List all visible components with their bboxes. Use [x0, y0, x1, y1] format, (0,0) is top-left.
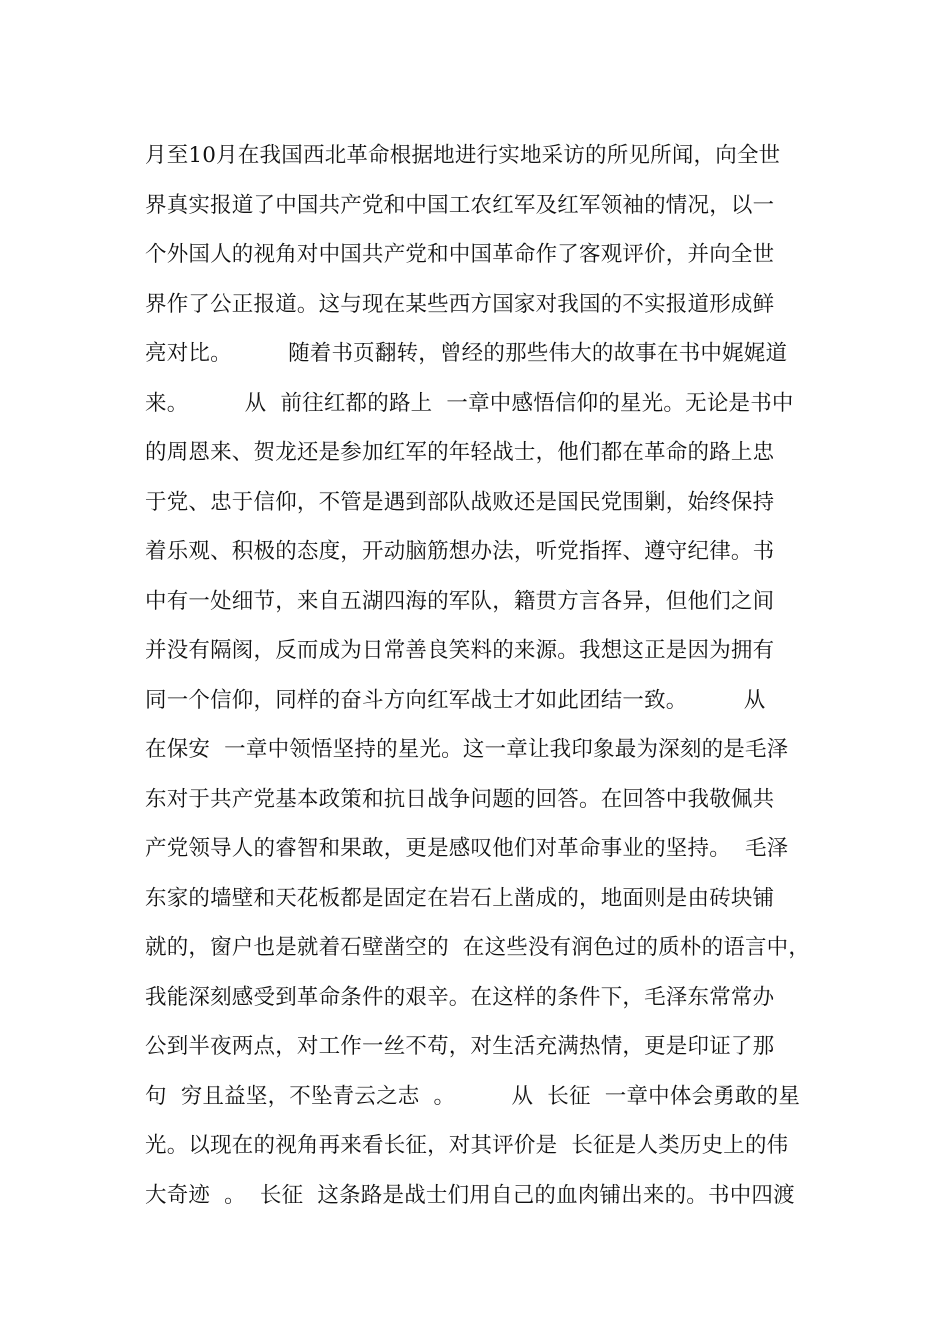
- text-line: 就的，窗户也是就着石壁凿空的 在这些没有润色过的质朴的语言中，: [145, 935, 811, 960]
- text-line: 东对于共产党基本政策和抗日战争问题的回答。在回答中我敬佩共: [145, 786, 775, 812]
- text-line: 产党领导人的睿智和果敢，更是感叹他们对革命事业的坚持。 毛泽: [145, 836, 789, 861]
- text-line: 句 穷且益坚，不坠青云之志 。 从 长征 一章中体会勇敢的星: [145, 1083, 801, 1109]
- text-line: 着乐观、积极的态度，开动脑筋想办法，听党指挥、遵守纪律。书: [145, 539, 775, 564]
- text-line: 同一个信仰，同样的奋斗方向红军战士才如此团结一致。 从: [145, 687, 766, 713]
- text-line: 于党、忠于信仰，不管是遇到部队战败还是国民党围剿，始终保持: [145, 489, 775, 515]
- body-text: [145, 131, 825, 1220]
- text-line: 光。以现在的视角再来看长征，对其评价是 长征是人类历史上的伟: [145, 1133, 789, 1158]
- text-line: 界作了公正报道。这与现在某些西方国家对我国的不实报道形成鲜: [145, 291, 775, 317]
- text-line: 并没有隔阂，反而成为日常善良笑料的来源。我想这正是因为拥有: [145, 638, 775, 663]
- text-line: 月至10月在我国西北革命根据地进行实地采访的所见所闻，向全世: [145, 143, 781, 168]
- text-line: 界真实报道了中国共产党和中国工农红军及红军领袖的情况，以一: [145, 192, 775, 218]
- text-line: 个外国人的视角对中国共产党和中国革命作了客观评价，并向全世: [145, 242, 775, 267]
- text-line: 来。 从 前往红都的路上 一章中感悟信仰的星光。无论是书中: [145, 390, 794, 416]
- text-line: 在保安 一章中领悟坚持的星光。这一章让我印象最为深刻的是毛泽: [145, 737, 789, 762]
- text-line: 亮对比。 随着书页翻转，曾经的那些伟大的故事在书中娓娓道: [145, 341, 788, 366]
- text-line: 大奇迹 。 长征 这条路是战士们用自己的血肉铺出来的。书中四渡: [145, 1182, 795, 1208]
- text-line: 东家的墙壁和天花板都是固定在岩石上凿成的，地面则是由砖块铺: [145, 885, 775, 911]
- text-line: 公到半夜两点，对工作一丝不苟，对生活充满热情，更是印证了那: [145, 1034, 775, 1059]
- text-line: 中有一处细节，来自五湖四海的军队，籍贯方言各异，但他们之间: [145, 588, 775, 614]
- text-line: 我能深刻感受到革命条件的艰辛。在这样的条件下，毛泽东常常办: [145, 984, 775, 1010]
- text-line: 的周恩来、贺龙还是参加红军的年轻战士，他们都在革命的路上忠: [145, 440, 775, 465]
